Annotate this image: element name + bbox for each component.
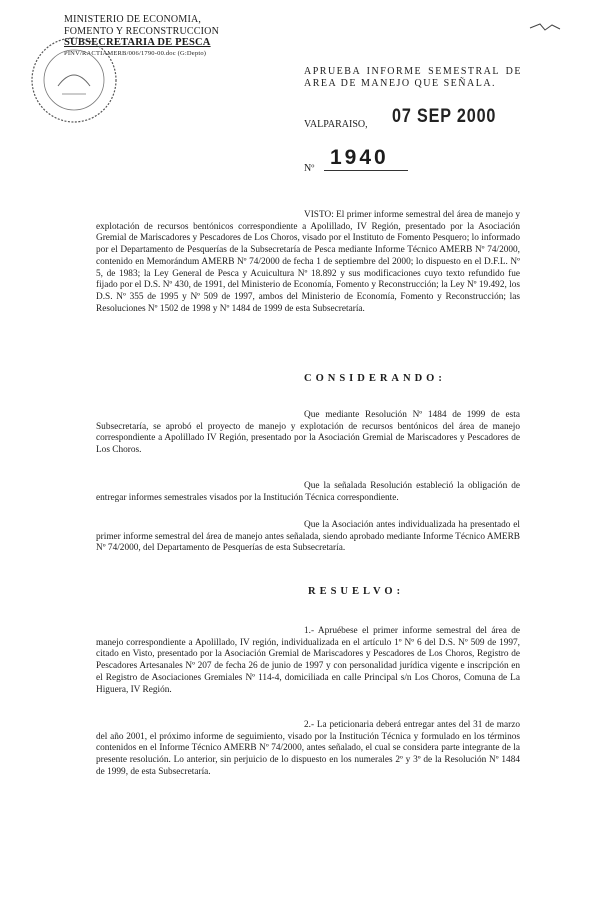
visto-paragraph: VISTO: El primer informe semestral del área de manejo y explotación de recursos bentónicos correspondiente a Apolillado, IV Región, presentado por la Asociación Gremial de Mariscadores y Pescadores de Los Choros, visado por el Instituto de Fomento Pesquero; lo informado por el Departamento de Pesquerías de la Subsecretaría de Pesca mediante Informe Técnico AMERB Nº 74/2000, contenido en Memorándum AMERB Nº 74/2000 de fecha 1 de septiembre del 2000; lo dispuesto en el D.F.L. Nº 5, de 1983; la Ley General de Pesca y Acuicultura Nº 18.892 y sus modificaciones cuyo texto refundido fue fijado por el D.S. Nº 430, de 1991, del Ministerio de Economía, Fomento y Reconstrucción; la Ley Nº 19.492, los D.S. Nº 355 de 1995 y Nº 509 de 1997, ambos del Ministerio de Economía, Fomento y Reconstrucción; las Resoluciones Nº 1502 de 1998 y Nº 1484 de 1999 de esta Subsecretaría. — [96, 210, 520, 314]
place-label: VALPARAISO, — [304, 119, 368, 130]
considerando-paragraph-3: Que la Asociación antes individualizada ha presentado el primer informe semestral del área de manejo antes señalada, siendo aprobado mediante Informe Técnico AMERB Nº 74/2000, del Departamento de Pesquerías de esta Subsecretaría. — [96, 520, 520, 554]
official-seal-stamp — [28, 34, 120, 126]
resuelvo-heading: RESUELVO: — [308, 586, 405, 597]
resuelvo-item-2: 2.- La peticionaria deberá entregar antes del 31 de marzo del año 2001, el próximo informe de seguimiento, visado por la Institución Técnica y formulado en los términos contenidos en el Informe Técnico AMERB Nº 74/2000, antes señalado, el cual se considera parte integrante de la presente resolución. Lo anterior, sin perjuicio de lo dispuesto en los numerales 2º y 3º de la Resolución Nº 1484 de 1999, de esta Subsecretaría. — [96, 720, 520, 777]
initials-mark — [470, 16, 570, 40]
ministry-line: MINISTERIO DE ECONOMIA, — [64, 14, 202, 25]
document-subject: APRUEBA INFORME SEMESTRAL DE AREA DE MANEJO QUE SEÑALA. — [304, 66, 522, 89]
considerando-heading: CONSIDERANDO: — [304, 373, 446, 384]
date-stamp: 07 SEP 2000 — [392, 106, 497, 127]
ministry-line-2: FOMENTO Y RECONSTRUCCION — [64, 25, 220, 37]
resolution-number: 1940 — [324, 146, 408, 171]
considerando-paragraph-1: Que mediante Resolución Nº 1484 de 1999 de esta Subsecretaría, se aprobó el proyecto de manejo y explotación de recursos bentónicos del área de manejo correspondiente a Apolillado IV Región, presentado por la Asociación Gremial de Mariscadores y Pescadores de Los Choros. — [96, 410, 520, 456]
resuelvo-item-1: 1.- Apruébese el primer informe semestral del área de manejo correspondiente a Apolillado, IV región, individualizada en el artículo 1º Nº 6 del D.S. Nº 509 de 1997, citado en Visto, presentado por la Asociación Gremial de Mariscadores y Pescadores de Los Choros, Registro de Pescadores Artesanales Nº 207 de fecha 26 de junio de 1997 y con personalidad jurídica vigente e inscripción en el Registro de Asociaciones Gremiales Nº 114-4, domiciliada en calle Principal s/n Los Choros, Comuna de La Higuera, IV Región. — [96, 626, 520, 695]
file-reference: PINV/RACTIAMERB/006/1790-00.doc (G:Depto) — [64, 49, 207, 57]
number-label: Nº — [304, 163, 315, 174]
considerando-paragraph-2: Que la señalada Resolución estableció la obligación de entregar informes semestrales visados por la Institución Técnica correspondiente. — [96, 481, 520, 503]
subsecretaria-line: SUBSECRETARIA DE PESCA — [64, 37, 211, 48]
